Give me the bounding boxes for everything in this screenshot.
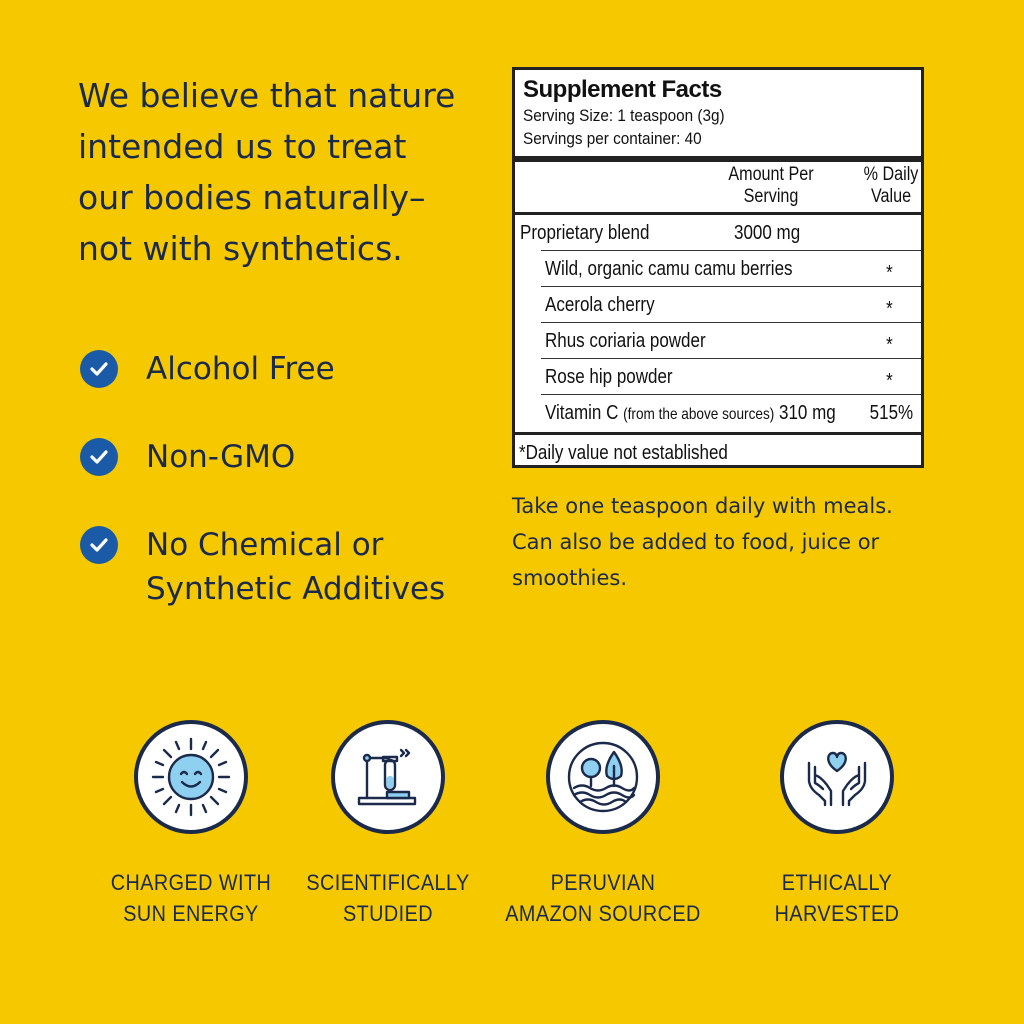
- header-amount-line: Serving: [743, 186, 799, 207]
- feature-label: Synthetic Additives: [146, 571, 446, 607]
- row-separator: [541, 394, 921, 395]
- lab-test-tube-icon: [353, 742, 423, 812]
- vitamin-c-name: Vitamin C: [545, 402, 619, 424]
- vitamin-c-source-note: (from the above sources): [623, 406, 775, 423]
- ingredient-dv: 515%: [869, 402, 913, 424]
- badge-label-line: PERUVIAN: [550, 870, 656, 895]
- ingredient-dv: *: [886, 298, 893, 320]
- ingredient-dv: *: [886, 334, 893, 356]
- badge-label-line: SCIENTIFICALLY: [306, 870, 470, 895]
- table-row: [515, 360, 921, 395]
- serving-size: Serving Size: 1 teaspoon (3g): [523, 106, 725, 125]
- ingredient-name: [545, 402, 836, 425]
- facts-title: Supplement Facts: [523, 76, 722, 103]
- row-separator: [541, 286, 921, 287]
- table-row-proprietary-blend: [515, 216, 921, 251]
- vitamin-c-amount: 310 mg: [779, 402, 836, 424]
- feature-label: Alcohol Free: [146, 351, 335, 387]
- header-amount-per-serving: [720, 164, 822, 208]
- headline-line: intended us to treat: [78, 127, 407, 166]
- directions-line: Can also be added to food, juice or: [512, 530, 880, 554]
- badge-circle: [331, 720, 445, 834]
- headline-line: not with synthetics.: [78, 229, 403, 268]
- badge-label: [483, 867, 723, 929]
- table-row: [515, 288, 921, 323]
- badge-label-line: STUDIED: [342, 901, 434, 926]
- table-row-vitamin-c: [515, 396, 921, 431]
- row-separator: [541, 358, 921, 359]
- ingredient-amount: 3000 mg: [734, 222, 801, 244]
- header-daily-value: [857, 164, 925, 208]
- usage-directions: [512, 488, 952, 596]
- trees-river-icon: [564, 738, 642, 816]
- sun-icon: [149, 735, 233, 819]
- badge-peruvian-amazon-sourced: [483, 720, 723, 929]
- supplement-facts-panel: [512, 67, 924, 468]
- badge-label: [268, 867, 508, 929]
- feature-label: No Chemical or: [146, 527, 384, 563]
- badge-scientifically-studied: [268, 720, 508, 929]
- ingredient-name: Rose hip powder: [545, 366, 673, 388]
- ingredient-name: Acerola cherry: [545, 294, 655, 316]
- badge-label-line: CHARGED WITH: [110, 870, 272, 895]
- row-separator: [541, 322, 921, 323]
- feature-alcohol-free: [80, 350, 335, 391]
- badge-circle: [134, 720, 248, 834]
- headline: [78, 70, 478, 274]
- badge-label-line: AMAZON SOURCED: [505, 901, 701, 926]
- checkmark-icon: [80, 526, 118, 564]
- headline-line: We believe that nature: [78, 76, 456, 115]
- ingredient-name: Wild, organic camu camu berries: [545, 258, 793, 280]
- thick-divider: [515, 156, 921, 162]
- feature-no-chemical-additives: [80, 526, 445, 611]
- header-amount-line: Amount Per: [728, 164, 814, 185]
- ingredient-dv: *: [886, 370, 893, 392]
- hands-heart-icon: [801, 741, 873, 813]
- header-dv-line: % Daily: [863, 164, 919, 185]
- checkmark-icon: [80, 350, 118, 388]
- feature-label: Non-GMO: [146, 439, 296, 475]
- ingredient-name: Proprietary blend: [520, 222, 650, 244]
- badge-label-line: HARVESTED: [774, 901, 900, 926]
- directions-line: smoothies.: [512, 566, 628, 590]
- feature-non-gmo: [80, 438, 295, 479]
- directions-line: Take one teaspoon daily with meals.: [512, 494, 893, 518]
- badge-label-line: SUN ENERGY: [123, 901, 259, 926]
- servings-per-container: Servings per container: 40: [523, 129, 702, 148]
- row-separator: [541, 250, 921, 251]
- badge-ethically-harvested: [717, 720, 957, 929]
- ingredient-dv: *: [886, 262, 893, 284]
- table-row: [515, 252, 921, 287]
- facts-footnote: *Daily value not established: [519, 442, 728, 464]
- badge-label-line: ETHICALLY: [781, 870, 893, 895]
- badge-circle: [780, 720, 894, 834]
- checkmark-icon: [80, 438, 118, 476]
- badge-label: [717, 867, 957, 929]
- divider: [515, 212, 921, 215]
- divider: [515, 432, 921, 435]
- table-row: [515, 324, 921, 359]
- header-dv-line: Value: [870, 186, 912, 207]
- badge-circle: [546, 720, 660, 834]
- headline-line: our bodies naturally–: [78, 178, 426, 217]
- ingredient-name: Rhus coriaria powder: [545, 330, 706, 352]
